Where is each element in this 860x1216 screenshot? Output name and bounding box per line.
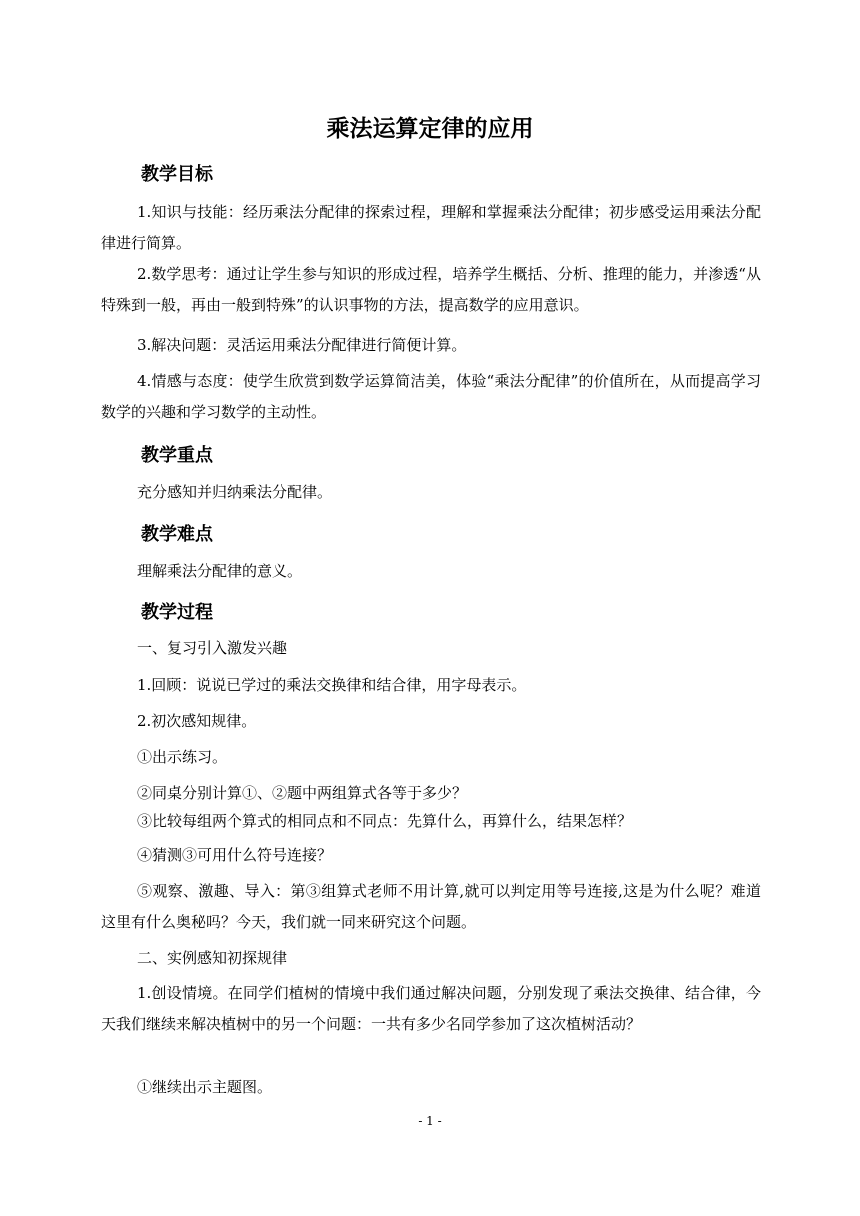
process-section-1: 一、复习引入激发兴趣 xyxy=(137,639,288,657)
heading-goals: 教学目标 xyxy=(141,164,213,185)
process-item: 1.创设情境。在同学们植树的情境中我们通过解决问题，分别发现了乘法交换律、结合律，今天我们继续来解决植树中的另一个问题：一共有多少名同学参加了这次植树活动？ xyxy=(101,984,761,1033)
difficulty-text: 理解乘法分配律的意义。 xyxy=(137,562,303,580)
process-item: ③比较每组两个算式的相同点和不同点：先算什么，再算什么，结果怎样？ xyxy=(137,812,633,830)
heading-key-point: 教学重点 xyxy=(141,445,213,466)
goal-paragraph-1: 1.知识与技能：经历乘法分配律的探索过程，理解和掌握乘法分配律；初步感受运用乘法分配律进行简算。 xyxy=(101,203,761,252)
process-section-2: 二、实例感知初探规律 xyxy=(137,949,288,967)
goal-paragraph-3: 3.解决问题：灵活运用乘法分配律进行简便计算。 xyxy=(137,336,467,354)
process-item: ①出示练习。 xyxy=(137,748,228,766)
heading-process: 教学过程 xyxy=(141,602,213,623)
page-number: - 1 - xyxy=(418,1114,442,1128)
process-item: ①继续出示主题图。 xyxy=(137,1078,273,1096)
process-item: ⑤观察、激趣、导入：第③组算式老师不用计算,就可以判定用等号连接,这是为什么呢？难道这里有什么奥秘吗？今天，我们就一同来研究这个问题。 xyxy=(101,882,761,931)
process-item: 1.回顾：说说已学过的乘法交换律和结合律，用字母表示。 xyxy=(137,676,527,694)
key-point-text: 充分感知并归纳乘法分配律。 xyxy=(137,483,333,501)
process-item: ②同桌分别计算①、②题中两组算式各等于多少？ xyxy=(137,784,468,802)
page-title: 乘法运算定律的应用 xyxy=(326,116,534,142)
goal-paragraph-2: 2.数学思考：通过让学生参与知识的形成过程，培养学生概括、分析、推理的能力，并渗透“从特殊到一般，再由一般到特殊”的认识事物的方法，提高数学的应用意识。 xyxy=(101,265,761,314)
process-item: ④猜测③可用什么符号连接？ xyxy=(137,846,333,864)
process-item: 2.初次感知规律。 xyxy=(137,712,257,730)
goal-paragraph-4: 4.情感与态度：使学生欣赏到数学运算简洁美，体验“乘法分配律”的价值所在，从而提高学习数学的兴趣和学习数学的主动性。 xyxy=(101,372,761,421)
heading-difficulty: 教学难点 xyxy=(141,524,213,545)
